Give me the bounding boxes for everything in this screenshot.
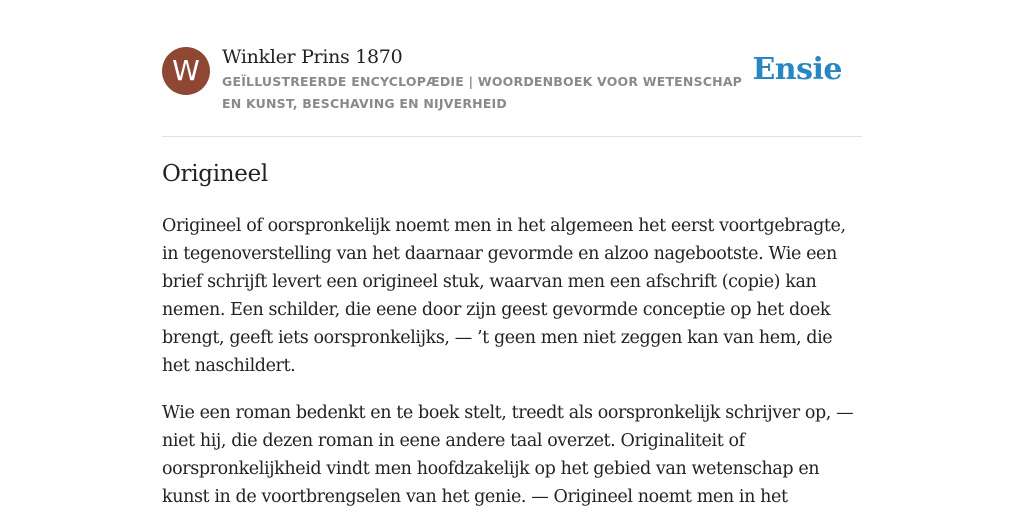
source-title[interactable]: Winkler Prins 1870 (222, 46, 403, 68)
source-header (162, 0, 862, 137)
ensie-logo[interactable]: Ensie (752, 52, 842, 87)
article-body (162, 212, 862, 530)
page (162, 0, 862, 507)
source-info (222, 44, 752, 115)
source-subtitle: GEÏLLUSTREERDE ENCYCLOPÆDIE | WOORDENBOEK VOOR WETENSCHAP EN KUNST, BESCHAVING EN NIJVERHEID (222, 74, 743, 111)
article-paragraph-2: Wie een roman bedenkt en te boek stelt, treedt als oorspronkelijk schrijver op, — niet hij, die dezen roman in eene andere taal overzet. Originaliteit of oorspronkelijkheid vindt men hoofdzakelijk op het gebied van wetenschap en kunst in de voortbrengselen van het genie. — Origineel noemt men in het (162, 403, 854, 507)
article-paragraph-1: Origineel of oorspronkelijk noemt men in het algemeen het eerst voortgebragte, in tegenoverstelling van het daarnaar gevormde en alzoo nagebootste. Wie een brief schrijft levert een origineel stuk, waarvan men een afschrift (copie) kan nemen. Een schilder, die eene door zijn geest gevormde conceptie op het doek brengt, geeft iets oorspronkelijks, — ’t geen men niet zeggen kan van hem, die het naschildert. (162, 216, 846, 376)
page-title: Origineel (162, 161, 268, 187)
source-avatar[interactable]: W (162, 47, 210, 95)
